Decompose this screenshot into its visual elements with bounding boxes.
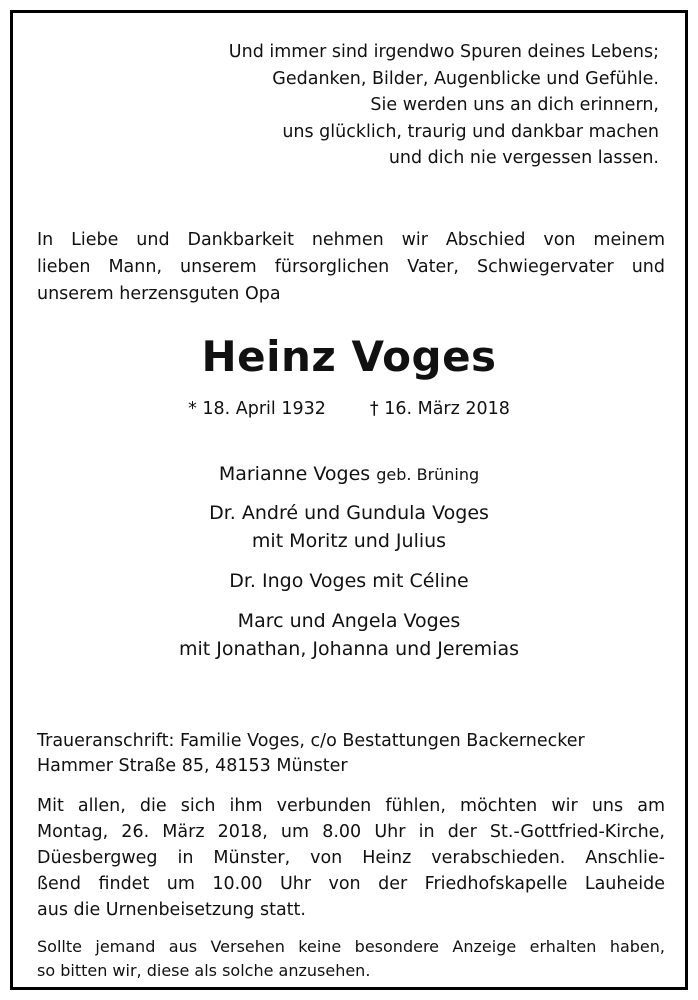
birth-date: * 18. April 1932 (188, 399, 326, 419)
note-line: Sollte jemand aus Versehen keine besondere Anzeige erhalten haben, (37, 937, 665, 956)
closing-note (37, 935, 665, 983)
obituary-notice (10, 10, 688, 990)
mourner-line: mit Jonathan, Johanna und Jeremias (178, 638, 519, 660)
deceased-name: Heinz Voges (201, 332, 497, 381)
life-dates (13, 397, 685, 421)
death-date: † 16. März 2018 (369, 399, 510, 419)
mourner-line: Dr. André und Gundula Voges (209, 502, 489, 524)
intro-line: unserem herzensguten Opa (37, 284, 281, 304)
farewell-intro (37, 227, 665, 308)
memorial-poem (229, 39, 659, 172)
service-line: Düesbergweg in Münster, von Heinz verabschieden. Anschlie- (37, 848, 665, 868)
mourner-group (13, 460, 685, 489)
address-line: Traueranschrift: Familie Voges, c/o Bestattungen Backernecker (37, 731, 585, 751)
intro-line: In Liebe und Dankbarkeit nehmen wir Abschied von meinem (37, 230, 665, 250)
service-line: Mit allen, die sich ihm verbunden fühlen, möchten wir uns am (37, 796, 665, 816)
poem-line: uns glücklich, traurig und dankbar machen (282, 121, 659, 142)
poem-line: Gedanken, Bilder, Augenblicke und Gefühle. (272, 68, 659, 89)
poem-line: und dich nie vergessen lassen. (388, 148, 659, 168)
mourner-name: Marianne Voges (218, 463, 371, 485)
poem-line: Und immer sind irgendwo Spuren deines Lebens; (228, 42, 659, 62)
address-line: Hammer Straße 85, 48153 Münster (37, 756, 348, 776)
mourner-line: Dr. Ingo Voges mit Céline (229, 570, 469, 592)
mourner-line: mit Moritz und Julius (251, 530, 447, 552)
intro-line: lieben Mann, unserem fürsorglichen Vater, Schwiegervater und (37, 257, 665, 277)
mourning-address (37, 729, 585, 779)
mourner-group (13, 607, 685, 663)
maiden-name-note: geb. Brüning (376, 465, 480, 484)
poem-line: Sie werden uns an dich erinnern, (370, 95, 659, 115)
mourner-line: Marc und Angela Voges (237, 610, 461, 632)
note-line: so bitten wir, diese als solche anzusehen. (37, 961, 371, 980)
service-line: Montag, 26. März 2018, um 8.00 Uhr in der St.-Gottfried-Kirche, (37, 822, 665, 842)
funeral-service-info (37, 793, 665, 923)
mourner-group (13, 499, 685, 555)
mourner-group (13, 567, 685, 595)
service-line: ßend findet um 10.00 Uhr von der Friedhofskapelle Lauheide (37, 874, 665, 894)
service-line: aus die Urnenbeisetzung statt. (37, 900, 306, 920)
